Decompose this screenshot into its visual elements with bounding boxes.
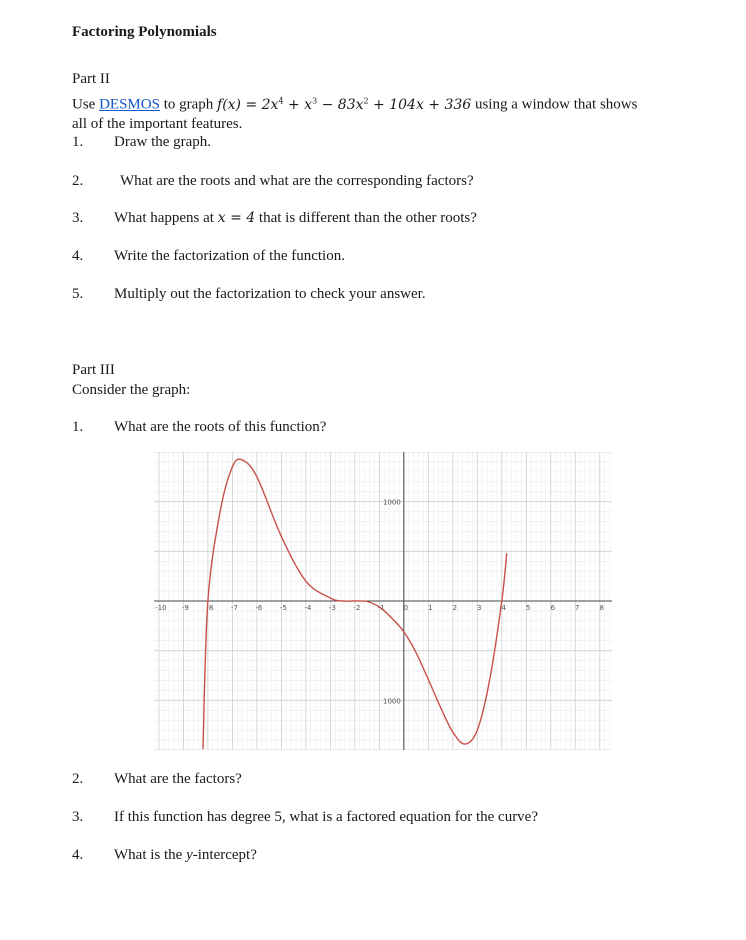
x-tick-label: -1 <box>377 604 385 612</box>
x-tick-label: 5 <box>526 604 531 612</box>
x-tick-label: -10 <box>155 604 167 612</box>
x-tick-label: 0 <box>403 604 409 612</box>
desmos-link[interactable]: DESMOS <box>99 96 160 113</box>
x-tick-label: -9 <box>181 604 189 612</box>
y-tick-label: 1000 <box>382 697 401 706</box>
document-title: Factoring Polynomials <box>72 24 217 40</box>
part2-question-5: 5. Multiply out the factorization to check your answer. <box>72 286 426 302</box>
x-tick-label: 6 <box>550 604 556 612</box>
part3-intro: Consider the graph: <box>72 382 191 398</box>
part3-question-2: 2. What are the factors? <box>72 771 242 787</box>
x-tick-label: -8 <box>206 604 214 612</box>
x-tick-label: -6 <box>255 604 263 612</box>
intro-suffix: using a window that shows <box>474 96 638 113</box>
part3-question-4: 4. What is the y-intercept? <box>72 847 257 863</box>
part2-intro-line1 <box>72 96 637 114</box>
part3-question-1: 1. What are the roots of this function? <box>72 419 327 435</box>
x-tick-label: -2 <box>353 604 361 612</box>
part2-question-3: 3. What happens at x = 4 that is different than the other roots? <box>72 210 477 226</box>
x-tick-label: 8 <box>599 604 604 612</box>
x-tick-label: -3 <box>328 604 336 612</box>
part3-question-3: 3. If this function has degree 5, what is a factored equation for the curve? <box>72 809 538 825</box>
part2-heading: Part II <box>72 71 110 87</box>
part2-question-2: 2. What are the roots and what are the corresponding factors? <box>72 173 474 189</box>
x-tick-label: 1 <box>428 604 433 612</box>
x-tick-label: 3 <box>477 604 482 612</box>
polynomial-graph <box>154 452 612 750</box>
x-tick-label: 2 <box>452 604 458 612</box>
x-tick-label: 7 <box>575 604 580 612</box>
part3-heading: Part III <box>72 362 115 378</box>
x-tick-label: -5 <box>279 604 287 612</box>
intro-middle: to graph <box>163 96 214 113</box>
y-tick-label: 1000 <box>382 498 401 507</box>
intro-prefix: Use <box>72 96 96 113</box>
x-tick-label: -4 <box>304 604 312 612</box>
part2-question-1: 1. Draw the graph. <box>72 134 212 150</box>
part2-intro-line2: all of the important features. <box>72 116 243 132</box>
function-equation: $f(x) = 2x^4 + x^3 - 83x^2 + 104x + 336$ <box>217 96 472 113</box>
part2-question-4: 4. Write the factorization of the function. <box>72 248 345 264</box>
x-tick-label: -7 <box>230 604 238 612</box>
x-tick-label: 4 <box>501 604 507 612</box>
